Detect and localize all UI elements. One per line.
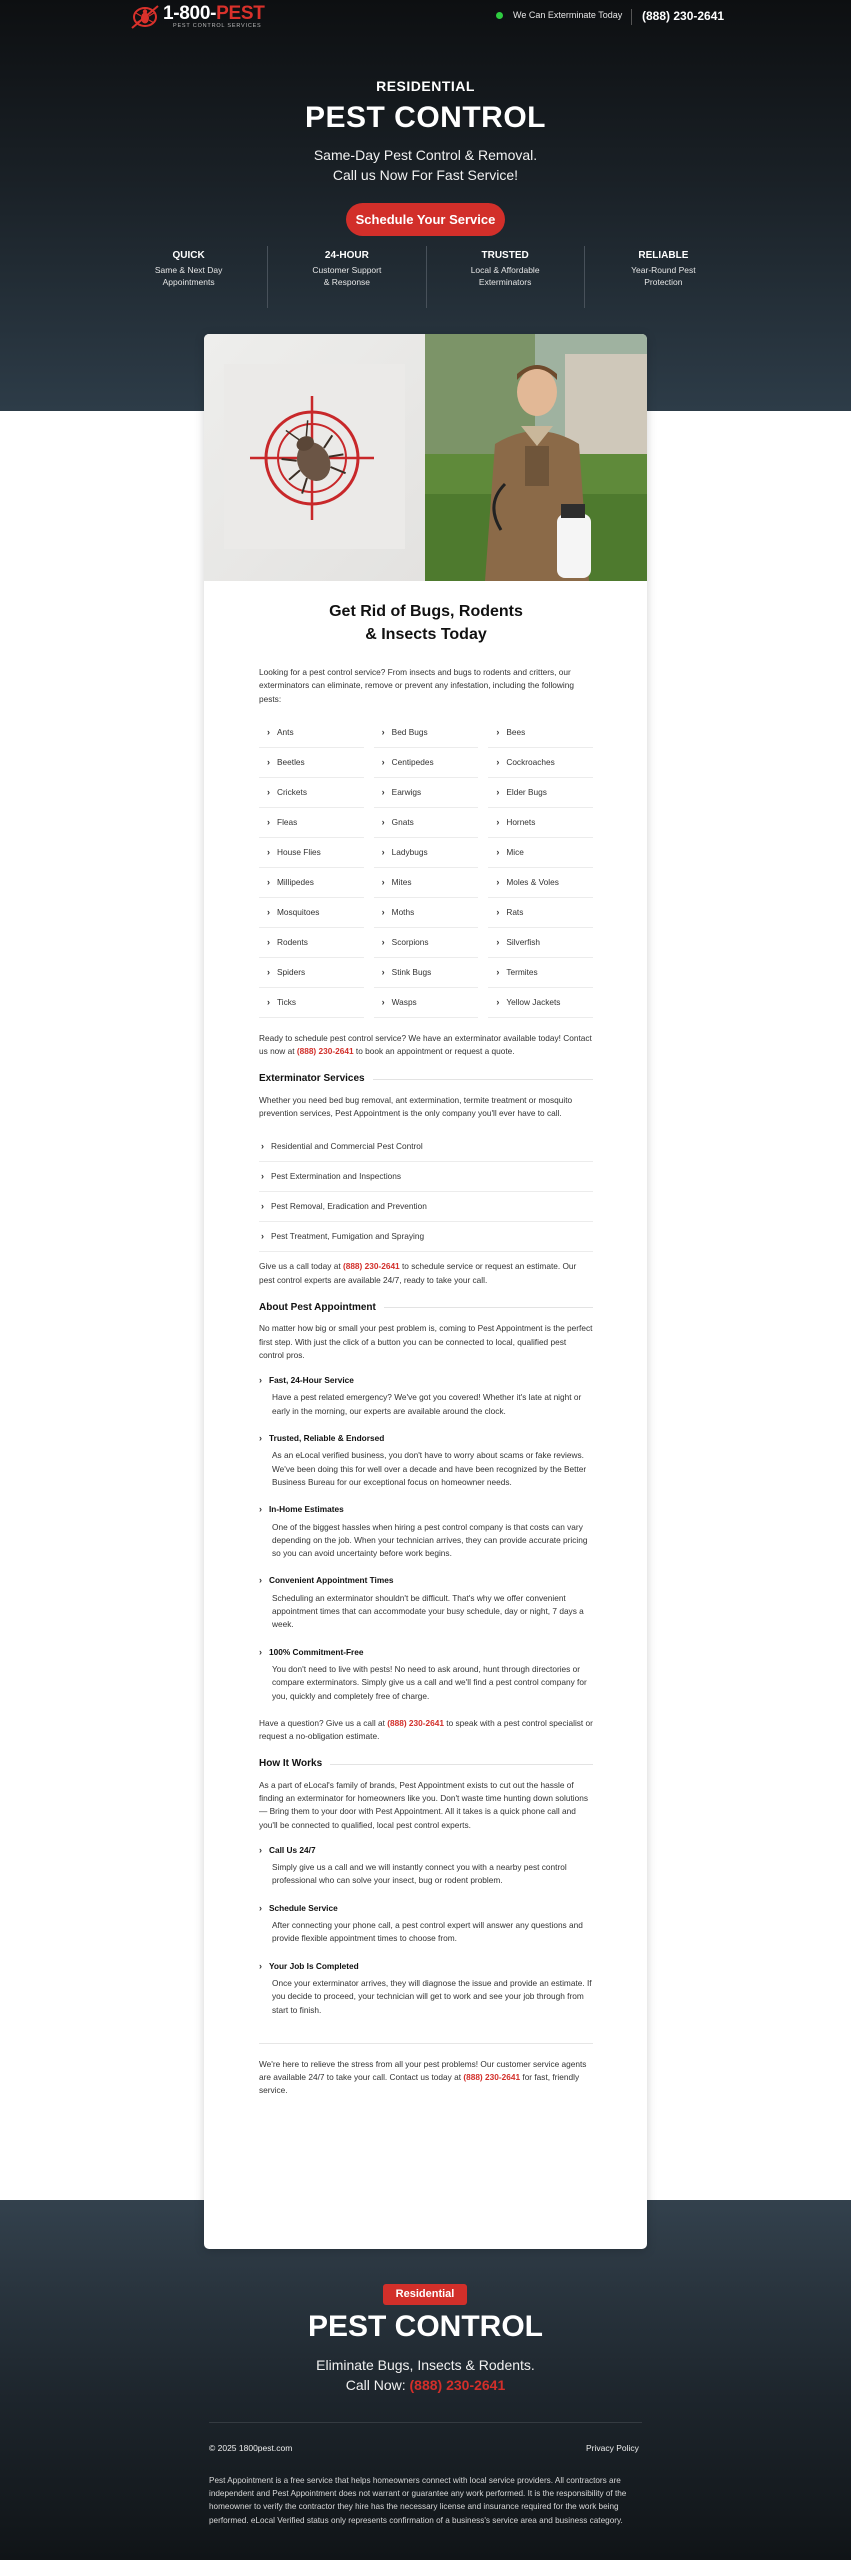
logo-tagline: PEST CONTROL SERVICES bbox=[173, 23, 262, 30]
about-item-text: You don't need to live with pests! No need to ask around, hunt through directories or compare exterminators. Simply give us a call and we'll find a pest control company for you, quickly and completely free of charge. bbox=[272, 1663, 587, 1701]
chevron-right-icon: › bbox=[259, 1902, 262, 1913]
feature-desc-line: Protection bbox=[644, 277, 683, 287]
how-step-title bbox=[259, 1902, 593, 1915]
top-bar bbox=[0, 0, 851, 36]
feature-desc bbox=[585, 264, 742, 288]
logo[interactable] bbox=[130, 4, 265, 30]
feature-title: 24-HOUR bbox=[324, 250, 369, 261]
pest-list-item[interactable] bbox=[488, 808, 593, 838]
services-heading: Exterminator Services bbox=[259, 1072, 593, 1085]
call-paragraph bbox=[259, 1260, 593, 1287]
about-items bbox=[259, 1374, 593, 1703]
pest-list-item[interactable] bbox=[488, 898, 593, 928]
how-step-title-text: Schedule Service bbox=[269, 1902, 338, 1913]
chevron-right-icon: › bbox=[381, 966, 385, 977]
how-step-title bbox=[259, 1960, 593, 1973]
pest-name: Ticks bbox=[277, 996, 297, 1007]
chevron-right-icon: › bbox=[381, 786, 385, 797]
feature-desc bbox=[110, 264, 267, 288]
pest-name: Stink Bugs bbox=[391, 966, 432, 977]
residential-badge: Residential bbox=[383, 2284, 467, 2305]
chevron-right-icon: › bbox=[259, 1646, 262, 1657]
hero-kicker: RESIDENTIAL bbox=[376, 78, 475, 94]
chevron-right-icon: › bbox=[496, 936, 500, 947]
about-item-title bbox=[259, 1646, 593, 1659]
services-list bbox=[259, 1132, 593, 1252]
feature-desc bbox=[268, 264, 425, 288]
pest-list-item[interactable] bbox=[488, 718, 593, 748]
about-item-title-text: Convenient Appointment Times bbox=[269, 1575, 394, 1586]
bottom-subtitle-line1: Eliminate Bugs, Insects & Rodents. bbox=[316, 2357, 535, 2373]
about-item-title bbox=[259, 1574, 593, 1587]
service-name: Pest Removal, Eradication and Prevention bbox=[271, 1201, 427, 1212]
content-card bbox=[204, 334, 647, 2249]
schedule-paragraph bbox=[259, 1032, 593, 1059]
pest-list-item[interactable] bbox=[488, 958, 593, 988]
availability-status bbox=[496, 10, 622, 20]
pest-name: Yellow Jackets bbox=[506, 996, 561, 1007]
pest-list-item[interactable] bbox=[259, 868, 364, 898]
chevron-right-icon: › bbox=[259, 1844, 262, 1855]
pest-name: Bees bbox=[506, 726, 526, 737]
pest-name: Ants bbox=[277, 726, 294, 737]
chevron-right-icon: › bbox=[259, 1433, 262, 1444]
feature-desc-line: & Response bbox=[323, 277, 371, 287]
chevron-right-icon: › bbox=[381, 996, 385, 1007]
about-item-text: As an eLocal verified business, you don't have to worry about scams or fake reviews. We've been doing this for well over a decade and have been recognized by the Better Business Bureau for our exceptional focus on homeowner needs. bbox=[272, 1450, 587, 1487]
feature-desc-line: Exterminators bbox=[478, 277, 532, 287]
feature-quick bbox=[110, 246, 267, 308]
chevron-right-icon: › bbox=[381, 936, 385, 947]
pest-name: Centipedes bbox=[391, 756, 434, 767]
pest-name: Millipedes bbox=[277, 876, 314, 887]
card-divider bbox=[259, 2043, 593, 2044]
about-item-title bbox=[259, 1374, 593, 1387]
pest-name: Beetles bbox=[277, 756, 305, 767]
privacy-policy-link[interactable]: Privacy Policy bbox=[586, 2443, 639, 2453]
chevron-right-icon: › bbox=[261, 1231, 264, 1242]
pest-list-item[interactable] bbox=[488, 778, 593, 808]
bottom-subtitle-line2 bbox=[0, 2375, 851, 2395]
pest-list-item[interactable] bbox=[259, 988, 364, 1018]
pest-list-item[interactable] bbox=[374, 868, 479, 898]
chevron-right-icon: › bbox=[259, 1960, 262, 1971]
pest-name: Cockroaches bbox=[506, 756, 555, 767]
pest-list-item[interactable] bbox=[374, 718, 479, 748]
chevron-right-icon: › bbox=[267, 966, 270, 977]
pest-list-item[interactable] bbox=[374, 808, 479, 838]
intro-paragraph: Looking for a pest control service? From insects and bugs to rodents and critters, our exterminators can eliminate, remove or prevent any infestation, including the following pests: bbox=[259, 667, 574, 704]
pest-name: Termites bbox=[506, 966, 538, 977]
chevron-right-icon: › bbox=[496, 846, 500, 857]
feature-reliable bbox=[584, 246, 742, 308]
topbar-divider bbox=[631, 9, 632, 25]
footer-divider bbox=[209, 2422, 642, 2423]
about-item-title-text: In-Home Estimates bbox=[269, 1504, 344, 1515]
chevron-right-icon: › bbox=[496, 726, 500, 737]
feature-strip bbox=[110, 246, 742, 308]
pest-name: Mites bbox=[391, 876, 412, 887]
chevron-right-icon: › bbox=[267, 726, 270, 737]
pest-list-item[interactable] bbox=[374, 898, 479, 928]
feature-desc-line: Appointments bbox=[162, 277, 215, 287]
call-phone-link[interactable]: (888) 230-2641 bbox=[342, 1261, 400, 1272]
pest-list-item[interactable] bbox=[259, 778, 364, 808]
article-title bbox=[259, 600, 593, 646]
pest-name: Spiders bbox=[277, 966, 306, 977]
chevron-right-icon: › bbox=[267, 876, 270, 887]
services-intro: Whether you need bed bug removal, ant extermination, termite treatment or mosquito prevention services, Pest Appointment is the only company you'll ever have to call. bbox=[259, 1094, 573, 1119]
bug-target-image bbox=[204, 334, 425, 581]
pest-name: Rats bbox=[506, 906, 524, 917]
how-heading: How It Works bbox=[259, 1757, 593, 1770]
chevron-right-icon: › bbox=[267, 816, 270, 827]
closing-phone-link[interactable]: (888) 230-2641 bbox=[463, 2072, 521, 2083]
service-name: Pest Extermination and Inspections bbox=[271, 1171, 402, 1182]
pest-name: Scorpions bbox=[391, 936, 429, 947]
chevron-right-icon: › bbox=[496, 756, 500, 767]
pest-name: Mice bbox=[506, 846, 524, 857]
about-item-title bbox=[259, 1432, 593, 1445]
feature-desc-line: Year-Round Pest bbox=[631, 265, 696, 275]
pest-name: Hornets bbox=[506, 816, 536, 827]
bottom-section bbox=[0, 2200, 851, 2560]
hero-subtitle-line2: Call us Now For Fast Service! bbox=[332, 167, 519, 183]
exterminator-photo bbox=[425, 334, 647, 581]
how-step-text: Simply give us a call and we will instantly connect you with a nearby pest control professional who can solve your insect, bug or rodent problem. bbox=[272, 1862, 567, 1886]
question-text-end: to speak with a pest control specialist or request a no-obligation estimate. bbox=[259, 1717, 593, 1742]
feature-title: RELIABLE bbox=[638, 250, 689, 261]
chevron-right-icon: › bbox=[267, 756, 270, 767]
how-items bbox=[259, 1844, 593, 2017]
chevron-right-icon: › bbox=[496, 816, 500, 827]
chevron-right-icon: › bbox=[267, 786, 270, 797]
service-name: Residential and Commercial Pest Control bbox=[271, 1141, 423, 1152]
pest-name: Elder Bugs bbox=[506, 786, 547, 797]
call-text-end: to schedule service or request an estimate. Our pest control experts are available 24/7, ready to take your call. bbox=[259, 1261, 577, 1285]
chevron-right-icon: › bbox=[381, 816, 385, 827]
pest-name: Moles & Voles bbox=[506, 876, 559, 887]
pest-name: Fleas bbox=[277, 816, 298, 827]
pest-list-item[interactable] bbox=[259, 838, 364, 868]
logo-text-red: PEST bbox=[216, 3, 265, 25]
chevron-right-icon: › bbox=[496, 876, 500, 887]
pest-name: Ladybugs bbox=[391, 846, 428, 857]
chevron-right-icon: › bbox=[267, 906, 270, 917]
question-text: Have a question? Give us a call at bbox=[259, 1717, 388, 1728]
feature-title: TRUSTED bbox=[481, 250, 529, 261]
service-list-item[interactable] bbox=[259, 1222, 593, 1252]
bottom-phone-link[interactable]: (888) 230-2641 bbox=[409, 2377, 506, 2393]
schedule-phone-link[interactable]: (888) 230-2641 bbox=[296, 1046, 354, 1057]
how-intro: As a part of eLocal's family of brands, Pest Appointment exists to cut out the hassle of finding an exterminator for homeowners like you. Don't waste time hunting down solutions — Bring them to your door with Pest Appointment. All it takes is a quick phone call and you'll be connected to qualified, local pest control experts. bbox=[259, 1779, 589, 1830]
pest-list-item[interactable] bbox=[259, 808, 364, 838]
how-step-title bbox=[259, 1844, 593, 1857]
service-name: Pest Treatment, Fumigation and Spraying bbox=[271, 1231, 425, 1242]
service-list-item[interactable] bbox=[259, 1162, 593, 1192]
disclaimer: Pest Appointment is a free service that helps homeowners connect with local service providers. All contractors are independent and Pest Appointment does not warrant or guarantee any work performed. It is the responsibility of the homeowner to verify the contractor they hire has the necessary license and insurance required for the work being performed. eLocal Verified status only represents confirmation of a business's service area and business category. bbox=[209, 2476, 627, 2525]
pest-list-item[interactable] bbox=[259, 958, 364, 988]
chevron-right-icon: › bbox=[267, 996, 270, 1007]
pest-name: Mosquitoes bbox=[277, 906, 320, 917]
pest-list-item[interactable] bbox=[374, 928, 479, 958]
feature-title: QUICK bbox=[172, 250, 205, 261]
chevron-right-icon: › bbox=[381, 756, 385, 767]
how-step-text: Once your exterminator arrives, they will diagnose the issue and provide an estimate. If you decide to proceed, your technician will get to work and see your job through from start to finish. bbox=[272, 1977, 592, 2015]
feature-desc-line: Local & Affordable bbox=[470, 265, 540, 275]
chevron-right-icon: › bbox=[259, 1575, 262, 1586]
chevron-right-icon: › bbox=[496, 996, 500, 1007]
how-step-text: After connecting your phone call, a pest control expert will answer any questions and provide flexible appointment times to choose from. bbox=[272, 1920, 583, 1944]
about-item-title-text: Fast, 24-Hour Service bbox=[269, 1375, 354, 1386]
logo-text-white: 1-800- bbox=[163, 3, 217, 25]
logo-bug-icon bbox=[130, 4, 160, 30]
header-phone-link[interactable]: (888) 230-2641 bbox=[642, 9, 725, 23]
status-text: We Can Exterminate Today bbox=[513, 10, 623, 20]
article-body bbox=[259, 600, 593, 2110]
about-item-text: Have a pest related emergency? We've got you covered! Whether it's late at night or early in the morning, our experts are available around the clock. bbox=[272, 1392, 582, 1416]
chevron-right-icon: › bbox=[496, 966, 500, 977]
crosshair-bug-icon bbox=[204, 334, 425, 581]
pest-name: Silverfish bbox=[506, 936, 540, 947]
call-now-label: Call Now: bbox=[345, 2377, 410, 2393]
service-list-item[interactable] bbox=[259, 1192, 593, 1222]
question-paragraph bbox=[259, 1717, 593, 1744]
chevron-right-icon: › bbox=[259, 1375, 262, 1386]
feature-desc-line: Same & Next Day bbox=[154, 265, 223, 275]
feature-24-hour bbox=[267, 246, 425, 308]
about-item-text: Scheduling an exterminator shouldn't be difficult. That's why we offer convenient appointment times that can accommodate your busy schedule, day or night, 7 days a week. bbox=[272, 1592, 584, 1630]
feature-desc bbox=[427, 264, 584, 288]
hero-subtitle bbox=[0, 145, 851, 185]
pest-name: House Flies bbox=[277, 846, 321, 857]
pest-name: Earwigs bbox=[391, 786, 422, 797]
bottom-title: PEST CONTROL bbox=[307, 2310, 543, 2343]
closing-text: We're here to relieve the stress from all your pest problems! Our customer service agents are available 24/7 to take your call. Contact us today at bbox=[259, 2058, 587, 2083]
about-item-title-text: Trusted, Reliable & Endorsed bbox=[269, 1433, 385, 1444]
pest-name: Rodents bbox=[277, 936, 308, 947]
how-step-title-text: Your Job Is Completed bbox=[269, 1960, 359, 1971]
pest-list-item[interactable] bbox=[374, 838, 479, 868]
pest-list-item[interactable] bbox=[488, 838, 593, 868]
status-dot-icon bbox=[496, 12, 503, 19]
about-item-title bbox=[259, 1503, 593, 1516]
schedule-text-end: to book an appointment or request a quote. bbox=[353, 1046, 515, 1057]
about-heading: About Pest Appointment bbox=[259, 1301, 593, 1314]
service-list-item[interactable] bbox=[259, 1132, 593, 1162]
chevron-right-icon: › bbox=[381, 846, 385, 857]
closing-text-end: for fast, friendly service. bbox=[259, 2072, 580, 2096]
pest-list-item[interactable] bbox=[374, 778, 479, 808]
pest-list-item[interactable] bbox=[259, 928, 364, 958]
chevron-right-icon: › bbox=[259, 1504, 262, 1515]
bottom-subtitle bbox=[0, 2355, 851, 2395]
article-title-line2: & Insects Today bbox=[365, 626, 487, 643]
call-text: Give us a call today at bbox=[259, 1261, 343, 1272]
pest-list-item[interactable] bbox=[488, 928, 593, 958]
chevron-right-icon: › bbox=[267, 846, 270, 857]
chevron-right-icon: › bbox=[261, 1201, 264, 1212]
pest-list-item[interactable] bbox=[488, 868, 593, 898]
chevron-right-icon: › bbox=[381, 906, 385, 917]
pest-name: Bed Bugs bbox=[391, 726, 428, 737]
about-intro: No matter how big or small your pest problem is, coming to Pest Appointment is the perfect first step. With just the click of a button you can be connected to local, qualified pest control pros. bbox=[259, 1323, 593, 1360]
pest-list-item[interactable] bbox=[374, 988, 479, 1018]
pest-list-item[interactable] bbox=[259, 748, 364, 778]
exterminator-figure-icon bbox=[425, 334, 647, 581]
schedule-text: Ready to schedule pest control service? We have an exterminator available today! Contact us now at bbox=[259, 1032, 592, 1057]
pest-list-item[interactable] bbox=[374, 748, 479, 778]
schedule-service-button[interactable]: Schedule Your Service bbox=[346, 203, 505, 236]
chevron-right-icon: › bbox=[381, 876, 385, 887]
pest-list bbox=[259, 718, 593, 1018]
chevron-right-icon: › bbox=[496, 786, 500, 797]
pest-list-item[interactable] bbox=[374, 958, 479, 988]
chevron-right-icon: › bbox=[267, 936, 270, 947]
pest-name: Moths bbox=[391, 906, 415, 917]
article-title-line1: Get Rid of Bugs, Rodents bbox=[329, 603, 523, 620]
about-item-title-text: 100% Commitment-Free bbox=[269, 1646, 364, 1657]
pest-list-item[interactable] bbox=[259, 898, 364, 928]
chevron-right-icon: › bbox=[381, 726, 385, 737]
pest-name: Wasps bbox=[391, 996, 417, 1007]
pest-name: Gnats bbox=[391, 816, 414, 827]
chevron-right-icon: › bbox=[261, 1141, 264, 1152]
chevron-right-icon: › bbox=[496, 906, 500, 917]
pest-list-item[interactable] bbox=[259, 718, 364, 748]
copyright: © 2025 1800pest.com bbox=[209, 2443, 293, 2453]
about-item-text: One of the biggest hassles when hiring a pest control company is that costs can vary depending on the job. When your technician arrives, they can provide accurate pricing so you can avoid uncertainty before work begins. bbox=[272, 1521, 588, 1559]
closing-paragraph bbox=[259, 2058, 593, 2098]
question-phone-link[interactable]: (888) 230-2641 bbox=[387, 1717, 444, 1728]
feature-desc-line: Customer Support bbox=[312, 265, 382, 275]
how-step-title-text: Call Us 24/7 bbox=[269, 1844, 316, 1855]
pest-list-item[interactable] bbox=[488, 988, 593, 1018]
hero-subtitle-line1: Same-Day Pest Control & Removal. bbox=[313, 147, 538, 163]
pest-name: Crickets bbox=[277, 786, 307, 797]
hero-title: PEST CONTROL bbox=[304, 101, 546, 134]
chevron-right-icon: › bbox=[261, 1171, 264, 1182]
pest-list-item[interactable] bbox=[488, 748, 593, 778]
feature-trusted bbox=[426, 246, 584, 308]
